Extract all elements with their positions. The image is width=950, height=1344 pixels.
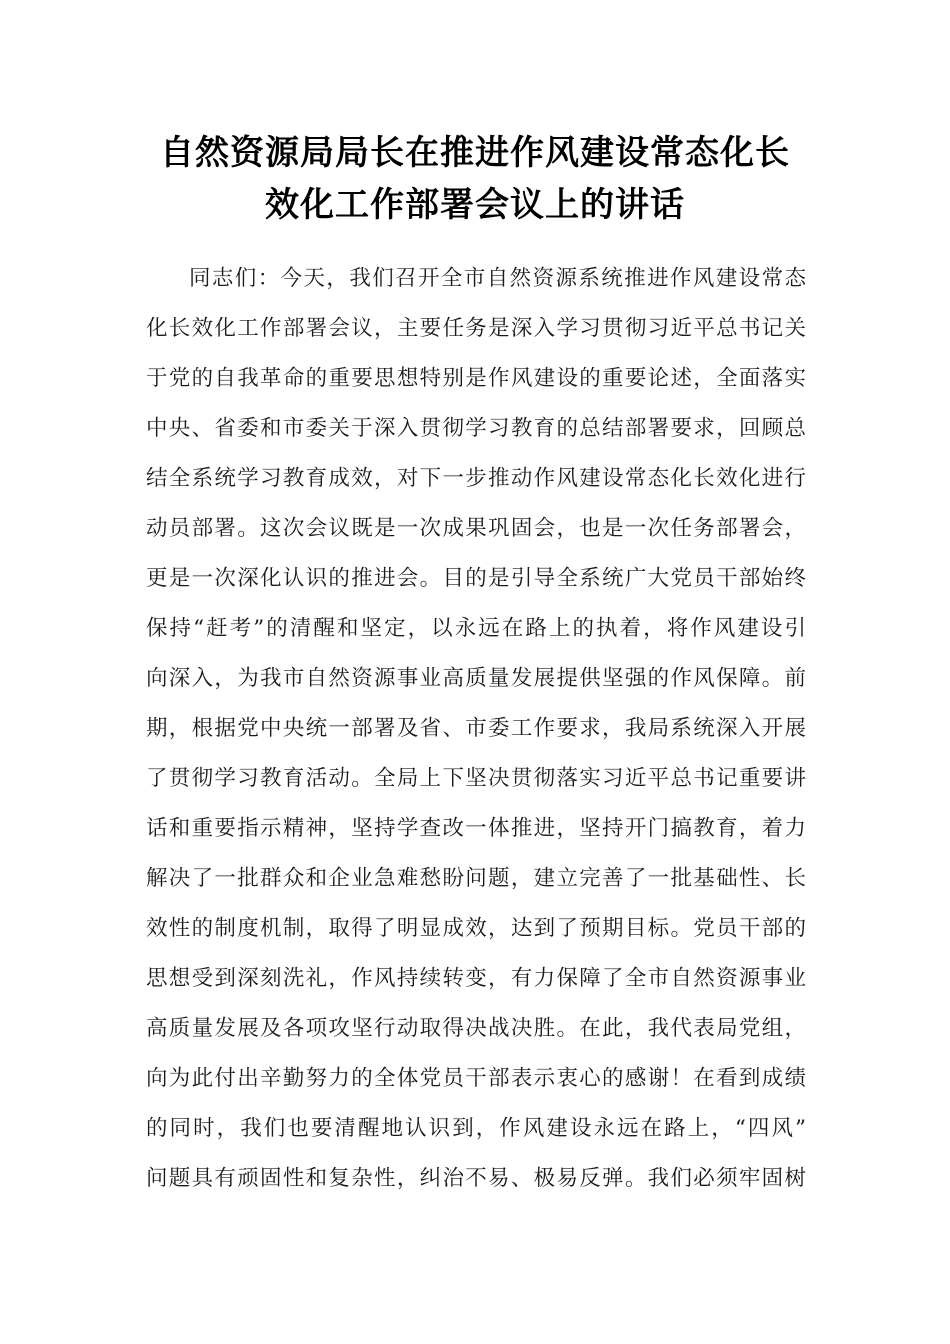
body-line: 中央、省委和市委关于深入贯彻学习教育的总结部署要求，回顾总 [146,416,806,441]
body-line: 于党的自我革命的重要思想特别是作风建设的重要论述，全面落实 [146,366,806,391]
body-line: 思想受到深刻洗礼，作风持续转变，有力保障了全市自然资源事业 [146,966,806,991]
document-body [146,254,806,1204]
title-line: 自然资源局局长在推进作风建设常态化长 [160,133,790,173]
body-line: 同志们：今天，我们召开全市自然资源系统推进作风建设常态 [189,266,806,291]
document-title [100,127,850,231]
body-line: 更是一次深化认识的推进会。目的是引导全系统广大党员干部始终 [146,566,806,591]
body-line: 化长效化工作部署会议，主要任务是深入学习贯彻习近平总书记关 [146,316,806,341]
body-line: 效性的制度机制，取得了明显成效，达到了预期目标。党员干部的 [146,916,806,941]
body-line: 话和重要指示精神，坚持学查改一体推进，坚持开门搞教育，着力 [146,816,806,841]
body-line: 期，根据党中央统一部署及省、市委工作要求，我局系统深入开展 [146,716,806,741]
body-line: 解决了一批群众和企业急难愁盼问题，建立完善了一批基础性、长 [146,866,806,891]
body-line: 了贯彻学习教育活动。全局上下坚决贯彻落实习近平总书记重要讲 [146,766,806,791]
body-line: 向为此付出辛勤努力的全体党员干部表示衷心的感谢！在看到成绩 [146,1066,806,1091]
body-line: 保持“赶考”的清醒和坚定，以永远在路上的执着，将作风建设引 [146,616,806,641]
body-line: 高质量发展及各项攻坚行动取得决战决胜。在此，我代表局党组， [146,1016,806,1041]
title-line: 效化工作部署会议上的讲话 [265,185,685,225]
body-line: 问题具有顽固性和复杂性，纠治不易、极易反弹。我们必须牢固树 [146,1166,806,1191]
body-line: 动员部署。这次会议既是一次成果巩固会，也是一次任务部署会， [146,516,806,541]
body-line: 结全系统学习教育成效，对下一步推动作风建设常态化长效化进行 [146,466,806,491]
body-line: 向深入，为我市自然资源事业高质量发展提供坚强的作风保障。前 [146,666,806,691]
body-line: 的同时，我们也要清醒地认识到，作风建设永远在路上，“四风” [146,1116,806,1141]
